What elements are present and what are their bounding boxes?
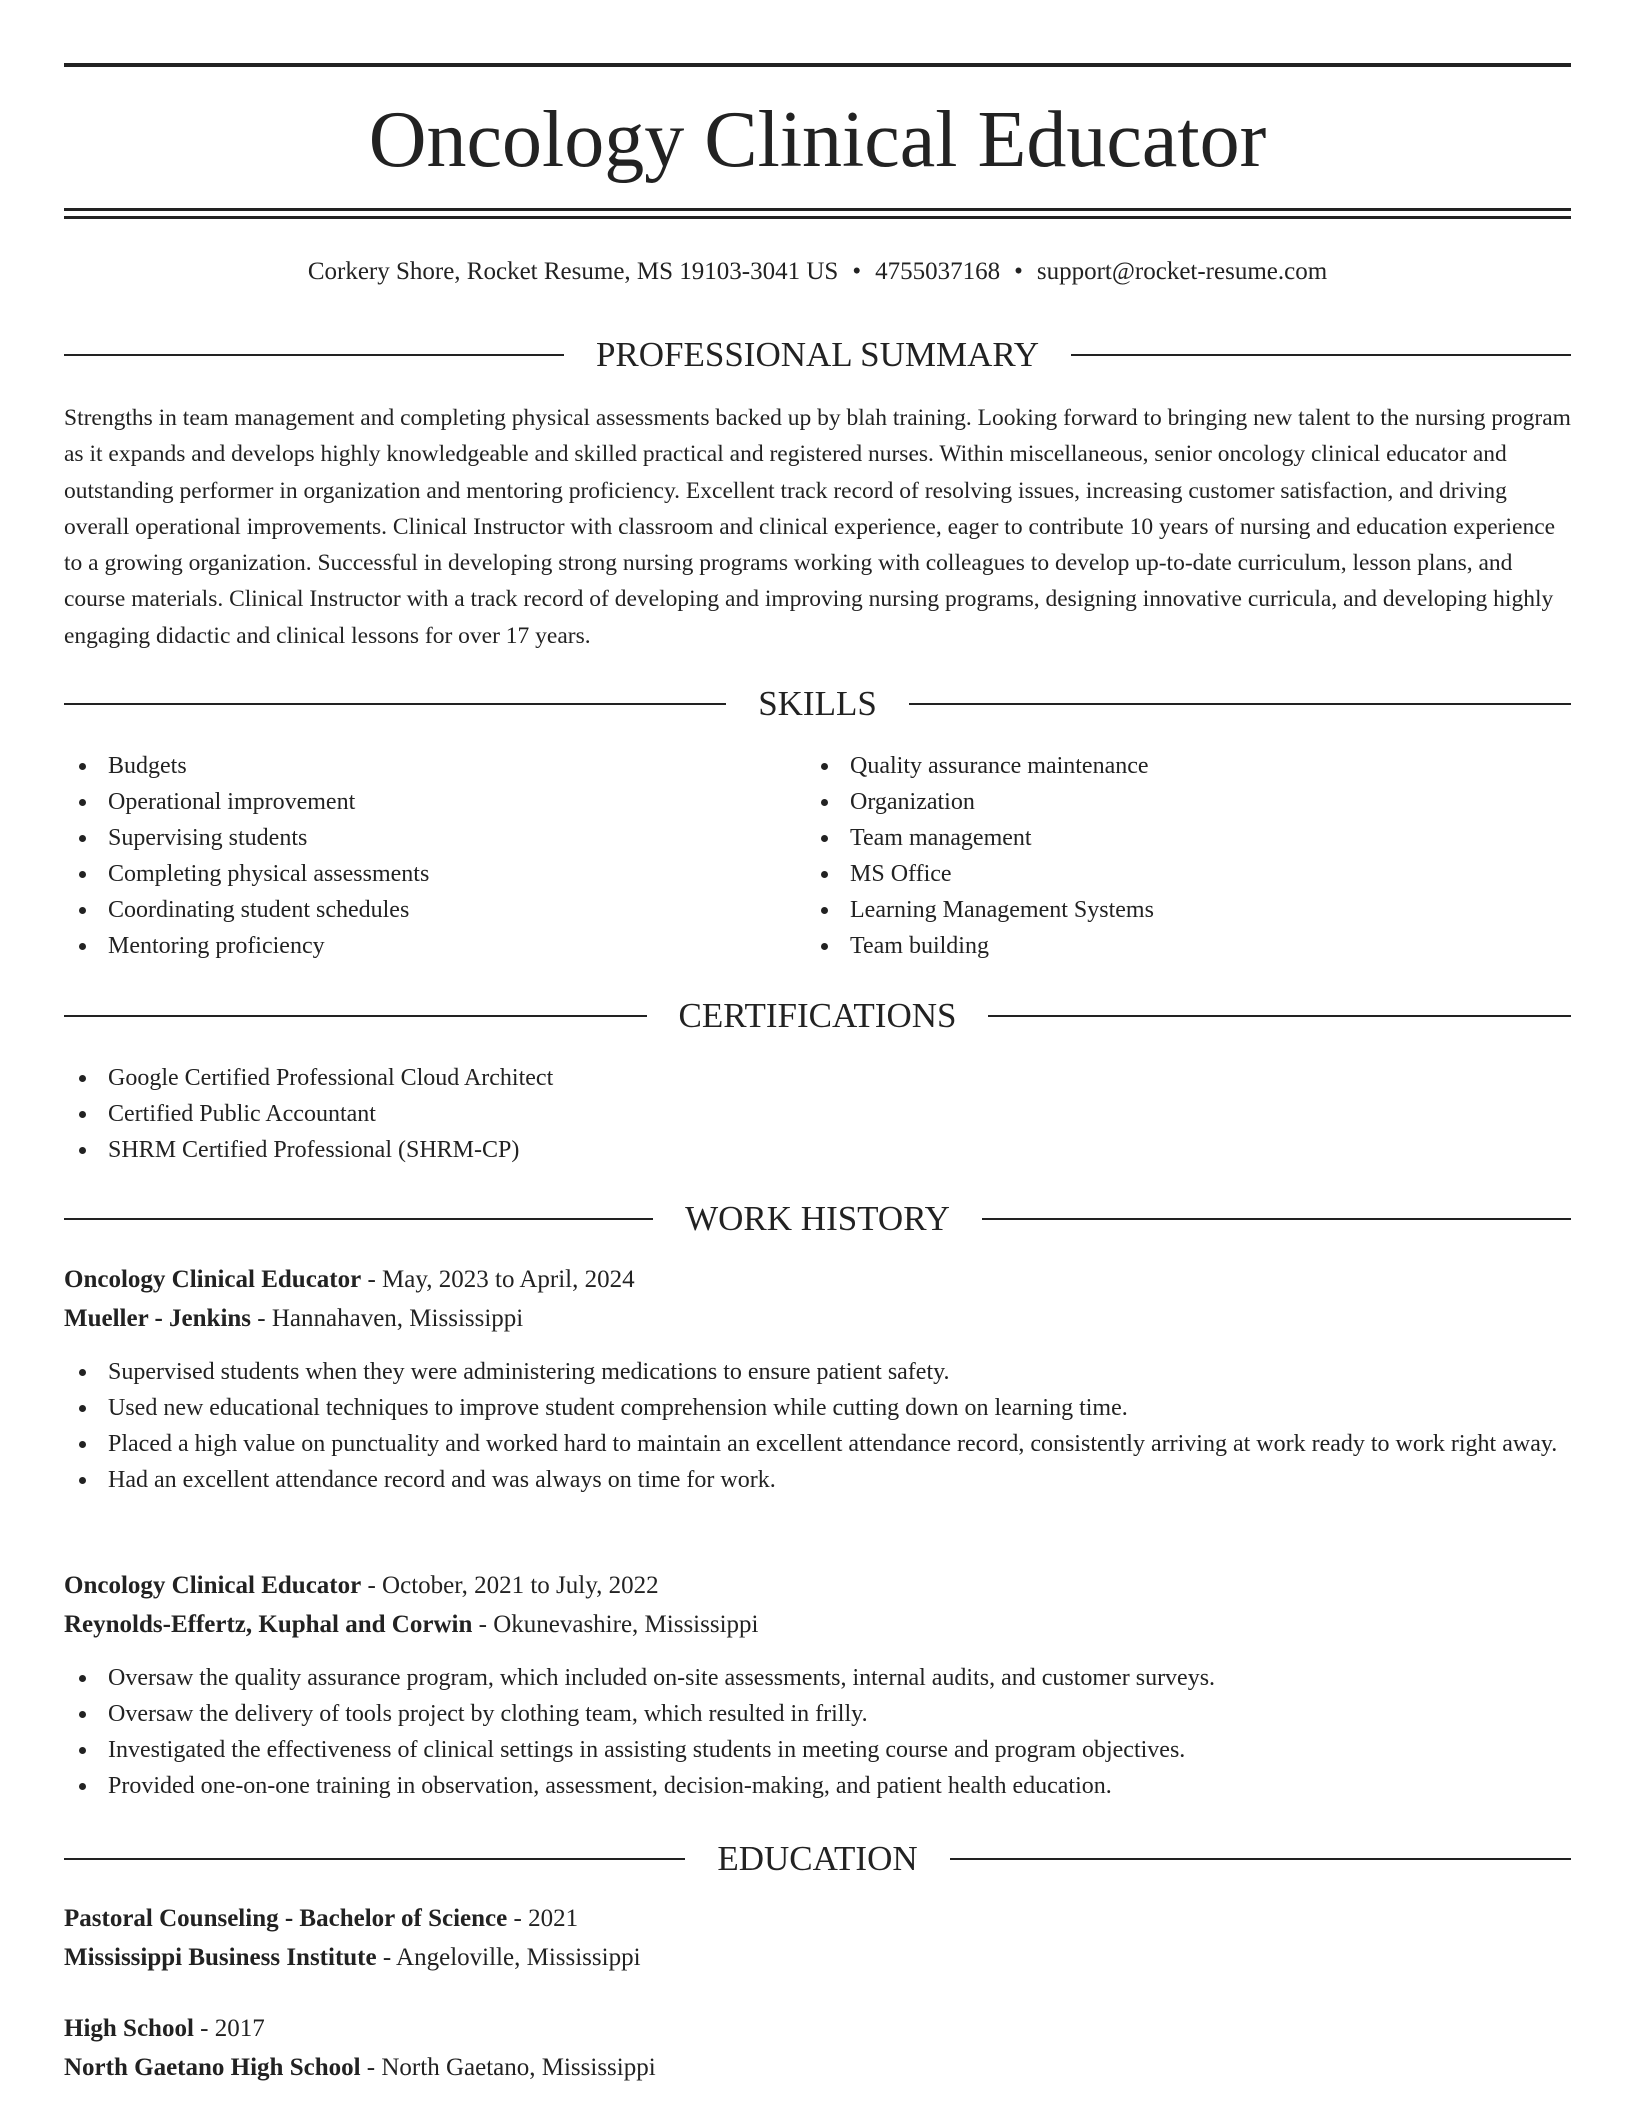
education-school: Mississippi Business Institute: [64, 1944, 377, 1971]
education-school-line: [64, 2049, 1571, 2087]
education-location: - North Gaetano, Mississippi: [360, 2054, 656, 2081]
section-heading-education: [64, 1837, 1571, 1881]
skill-item: MS Office: [806, 856, 1566, 892]
job-location: - Okunevashire, Mississippi: [472, 1611, 759, 1638]
education-degree-line: [64, 1900, 1571, 1938]
heading-rule: [1071, 354, 1571, 356]
job-dates: - October, 2021 to July, 2022: [361, 1572, 659, 1599]
job-employer: Reynolds-Effertz, Kuphal and Corwin: [64, 1611, 473, 1638]
title-rule-lower: [64, 216, 1571, 219]
education-degree-line: [64, 2010, 1571, 2048]
job-location: - Hannahaven, Mississippi: [251, 1305, 524, 1332]
job-employer-line: [64, 1300, 1571, 1338]
certification-item: Certified Public Accountant: [64, 1096, 1064, 1132]
certification-item: SHRM Certified Professional (SHRM-CP): [64, 1132, 1064, 1168]
section-heading-work-history: [64, 1197, 1571, 1241]
section-label: PROFESSIONAL SUMMARY: [595, 335, 1040, 374]
heading-rule: [64, 1858, 685, 1860]
heading-rule: [982, 1218, 1571, 1220]
job-bullet: Investigated the effectiveness of clinical settings in assisting students in meeting course and program objectives.: [64, 1732, 1574, 1768]
job-bullet: Had an excellent attendance record and was always on time for work.: [64, 1462, 1574, 1498]
job-title-line: [64, 1261, 1571, 1299]
job-title: Oncology Clinical Educator: [64, 1572, 362, 1599]
job-bullet: Placed a high value on punctuality and worked hard to maintain an excellent attendance record, consistently arriving at work ready to work right away.: [64, 1426, 1574, 1462]
skill-item: Budgets: [64, 748, 764, 784]
job-bullet: Used new educational techniques to improve student comprehension while cutting down on learning time.: [64, 1390, 1574, 1426]
heading-rule: [64, 1015, 647, 1017]
contact-email[interactable]: support@rocket-resume.com: [1036, 258, 1328, 285]
heading-rule: [950, 1858, 1571, 1860]
education-location: - Angeloville, Mississippi: [376, 1944, 641, 1971]
skill-item: Team building: [806, 928, 1566, 964]
education-degree: Pastoral Counseling - Bachelor of Science: [64, 1905, 508, 1932]
certifications-list: [64, 1060, 1064, 1168]
heading-rule: [909, 703, 1571, 705]
skill-item: Supervising students: [64, 820, 764, 856]
contact-address: Corkery Shore, Rocket Resume, MS 19103-3041 US: [307, 258, 839, 285]
section-heading-certifications: [64, 994, 1571, 1038]
skill-item: Quality assurance maintenance: [806, 748, 1566, 784]
title-rule-upper: [64, 208, 1571, 211]
skill-item: Coordinating student schedules: [64, 892, 764, 928]
heading-rule: [988, 1015, 1571, 1017]
job-employer-line: [64, 1606, 1571, 1644]
education-school-line: [64, 1939, 1571, 1977]
skill-item: Mentoring proficiency: [64, 928, 764, 964]
job-bullet: Oversaw the quality assurance program, which included on-site assessments, internal audits, and customer surveys.: [64, 1660, 1574, 1696]
skill-item: Organization: [806, 784, 1566, 820]
section-label: CERTIFICATIONS: [678, 996, 957, 1035]
resume-title: Oncology Clinical Educator: [368, 96, 1267, 184]
job-bullet: Supervised students when they were administering medications to ensure patient safety.: [64, 1354, 1574, 1390]
skills-list-left: [64, 748, 764, 964]
job-bullets: [64, 1354, 1574, 1498]
section-heading-summary: [64, 333, 1571, 377]
section-label: EDUCATION: [717, 1839, 918, 1878]
summary-text: Strengths in team management and completing physical assessments backed up by blah training. Looking forward to bringing new talent to the nursing program as it expands and develops highly knowledgeable and skilled practical and registered nurses. Within miscellaneous, senior oncology clinical educator and outstanding performer in organization and mentoring proficiency. Excellent track record of resolving issues, increasing customer satisfaction, and driving overall operational improvements. Clinical Instructor with classroom and clinical experience, eager to contribute 10 years of nursing and education experience to a growing organization. Successful in developing strong nursing programs working with colleagues to develop up-to-date curriculum, lesson plans, and course materials. Clinical Instructor with a track record of developing and improving nursing programs, designing innovative curricula, and developing highly engaging didactic and clinical lessons for over 17 years.: [64, 405, 1571, 649]
contact-phone: 4755037168: [875, 258, 1001, 285]
heading-rule: [64, 1218, 653, 1220]
job-title: Oncology Clinical Educator: [64, 1266, 362, 1293]
education-year: - 2021: [507, 1905, 579, 1932]
skill-item: Completing physical assessments: [64, 856, 764, 892]
job-dates: - May, 2023 to April, 2024: [361, 1266, 635, 1293]
education-degree: High School: [64, 2015, 194, 2042]
heading-rule: [64, 703, 726, 705]
education-school: North Gaetano High School: [64, 2054, 361, 2081]
skill-item: Team management: [806, 820, 1566, 856]
job-title-line: [64, 1567, 1571, 1605]
section-label: WORK HISTORY: [685, 1199, 950, 1238]
skill-item: Learning Management Systems: [806, 892, 1566, 928]
contact-separator: •: [852, 258, 862, 285]
contact-line: [64, 254, 1571, 290]
section-label: SKILLS: [758, 684, 877, 723]
job-bullet: Provided one-on-one training in observation, assessment, decision-making, and patient health education.: [64, 1768, 1574, 1804]
job-bullet: Oversaw the delivery of tools project by clothing team, which resulted in frilly.: [64, 1696, 1574, 1732]
section-heading-skills: [64, 682, 1571, 726]
education-year: - 2017: [193, 2015, 265, 2042]
certification-item: Google Certified Professional Cloud Architect: [64, 1060, 1064, 1096]
job-employer: Mueller - Jenkins: [64, 1305, 252, 1332]
heading-rule: [64, 354, 564, 356]
job-bullets: [64, 1660, 1574, 1804]
top-rule: [64, 63, 1571, 67]
skill-item: Operational improvement: [64, 784, 764, 820]
skills-list-right: [806, 748, 1566, 964]
contact-separator: •: [1014, 258, 1023, 285]
